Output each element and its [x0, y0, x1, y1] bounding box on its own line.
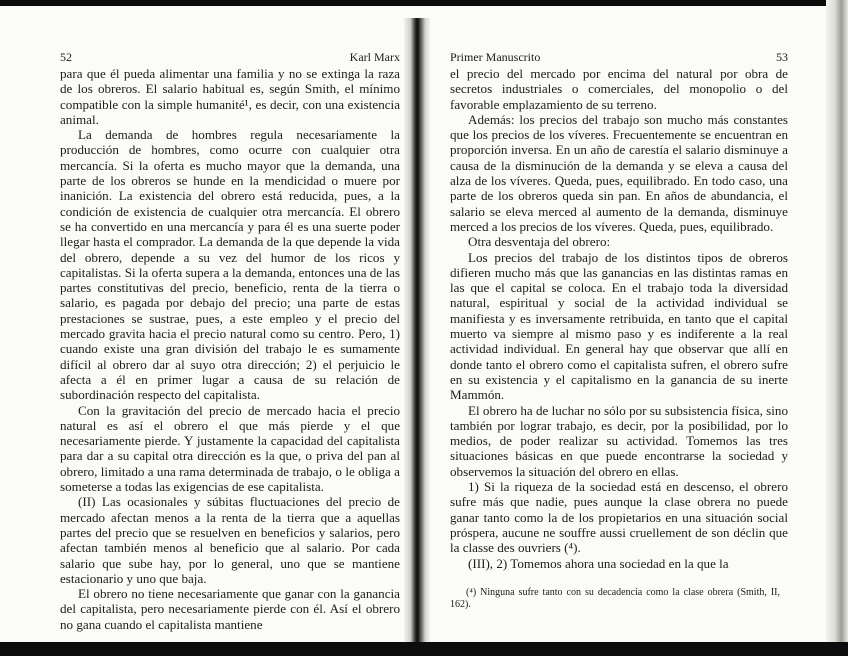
left-page — [60, 50, 400, 632]
paragraph: El obrero ha de luchar no sólo por su subsistencia física, sino también por lograr trabajo, es decir, por la posibilidad, por lo medios, de poder realizar su actividad. Tomemos las tres situaciones básicas en que puede encontrarse la sociedad y observemos la situación del obrero en ellas. — [450, 402, 788, 479]
footnote: (⁴) Ninguna sufre tanto con su decadencia como la clase obrera (Smith, II, 162). — [450, 587, 780, 610]
left-page-header — [60, 50, 400, 64]
right-page — [450, 50, 788, 571]
running-head: Primer Manuscrito — [450, 50, 541, 64]
paragraph: Con la gravitación del precio de mercado hacia el precio natural es así el obrero el que más pierde y el que necesariamente pierde. Y justamente la capacidad del capitalista para dar a su capital otra dirección es la que, o priva del pan al obrero, limitado a una rama determinada de trabajo, o le obliga a someterse a todas las exigencias de ese capitalista. — [60, 402, 400, 495]
book-page-edges — [826, 0, 848, 656]
right-page-header — [450, 50, 788, 64]
paragraph: el precio del mercado por encima del natural por obra de secretos industriales o comerciales, del monopolio o del favorable emplazamiento de su terreno. — [450, 66, 788, 112]
paragraph: Además: los precios del trabajo son mucho más constantes que los precios de los víveres. Frecuentemente se encuentran en proporción inversa. En un año de carestía el salario disminuye a causa de la disminución de la demanda y se eleva a causa del alza de los víveres. Queda, pues, equilibrado. En todo caso, una parte de los obreros queda sin pan. En años de abundancia, el salario se eleva merced al aumento de la demanda, disminuye merced a los precios de los víveres. Queda, pues, equilibrado. — [450, 111, 788, 234]
running-head: Karl Marx — [349, 50, 400, 64]
paragraph: 1) Si la riqueza de la sociedad está en descenso, el obrero sufre más que nadie, pues aunque la clase obrera no puede ganar tanto como la de los propietarios en una situación social próspera, aucune ne souffre aussi cruellement de son déclin que la classe des ouvriers (⁴). — [450, 479, 788, 556]
paragraph: para que él pueda alimentar una familia y no se extinga la raza de los obreros. El salario habitual es, según Smith, el mínimo compatible con la simple humanité¹, es decir, con una existencia animal. — [60, 66, 400, 127]
scan-edge-top — [0, 0, 848, 6]
paragraph: El obrero no tiene necesariamente que ganar con la ganancia del capitalista, pero necesariamente pierde con él. Así el obrero no gana cuando el capitalista mantiene — [60, 586, 400, 632]
paragraph: (III), 2) Tomemos ahora una sociedad en la que la — [468, 555, 729, 571]
paragraph: Los precios del trabajo de los distintos tipos de obreros difieren mucho más que las ganancias en las distintas ramas en las que el capital se coloca. En el trabajo toda la diversidad natural, espiritual y social de la actividad individual se manifiesta y es inversamente retribuida, en tanto que el capital muerto va siempre al mismo paso y es indiferente a la real actividad individual. En general hay que observar que allí en donde tanto el obrero como el capitalista sufren, el obrero sufre en su existencia y el capitalismo en la ganancia de su inerte Mammón. — [450, 249, 788, 403]
paragraph: La demanda de hombres regula necesariamente la producción de hombres, como ocurre con cualquier otra mercancía. Si la oferta es mucho mayor que la demanda, una parte de los obreros se hunde en la mendicidad o muere por inanición. La existencia del obrero está reducida, pues, a la condición de existencia de cualquier otra mercancía. El obrero se ha convertido en una mercancía y para él es una suerte poder llegar hasta el comprador. La demanda de la que depende la vida del obrero, depende a su vez del humor de los ricos y capitalistas. Si la oferta supera a la demanda, entonces una de las partes constitutivas del precio, beneficio, renta de la tierra o salario, es pagada por debajo del precio; una parte de estas prestaciones se sustrae, pues, a este empleo y el precio del mercado gravita hacia el precio natural como su centro. Pero, 1) cuando existe una gran división del trabajo le es sumamente difícil al obrero dar al suyo otra dirección; 2) el perjuicio le afecta a él en primer lugar a causa de su relación de subordinación respecto del capitalista. — [60, 127, 400, 403]
page-number: 53 — [776, 50, 788, 64]
paragraph: (II) Las ocasionales y súbitas fluctuaciones del precio de mercado afectan menos a la renta de la tierra que a aquellas partes del precio que se resuelven en beneficios y salarios, pero afectan también menos al beneficio que al salario. Por cada salario que sube hay, por lo general, uno que se mantiene estacionario y uno que baja. — [60, 494, 400, 586]
section-subheading: Otra desventaja del obrero: — [468, 234, 611, 250]
scan-edge-bottom — [0, 642, 848, 656]
page-number: 52 — [60, 50, 72, 64]
book-spine — [404, 18, 430, 642]
